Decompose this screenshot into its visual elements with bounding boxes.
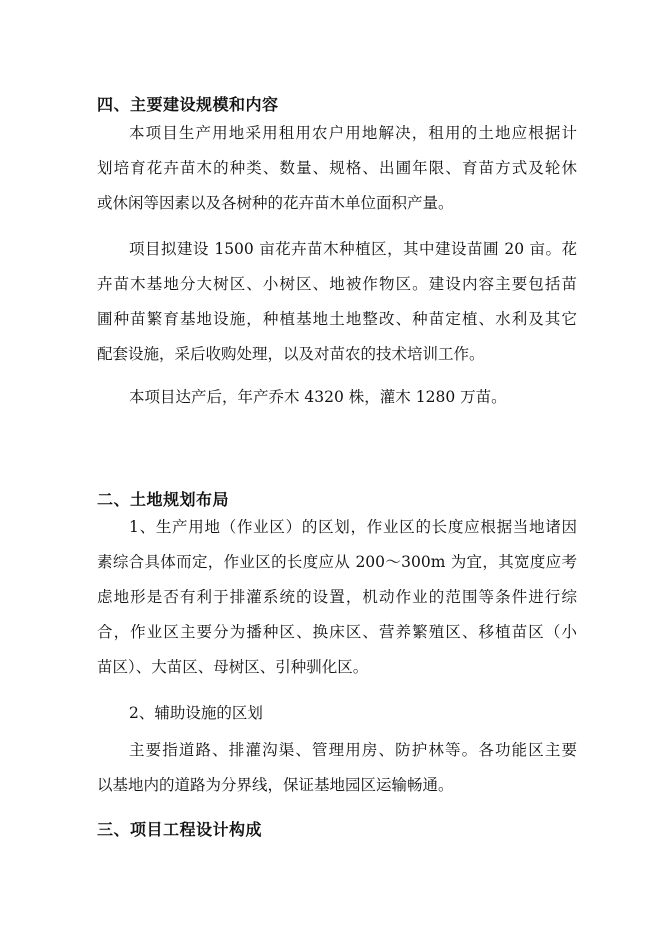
text-line: 划培育花卉苗木的种类、数量、规格、出圃年限、育苗方式及轮休: [97, 159, 577, 177]
heading-section-2: 二、土地规划布局: [97, 490, 230, 509]
text-line: 2、辅助设施的区划: [129, 704, 263, 722]
paragraph-auxiliary-facilities: [97, 733, 577, 803]
text-line: 苗区）、大苗区、母树区、引种驯化区。: [97, 658, 369, 676]
paragraph-planting-area: [97, 232, 577, 372]
text-line: 合，作业区主要分为播种区、换床区、营养繁殖区、移植苗区（小: [97, 623, 577, 641]
heading-section-4: 四、主要建设规模和内容: [97, 95, 279, 114]
text-line: 项目拟建设 1500 亩花卉苗木种植区，其中建设苗圃 20 亩。花: [129, 240, 577, 258]
text-line: 配套设施，采后收购处理，以及对苗农的技术培训工作。: [97, 345, 485, 363]
text-line: 或休闲等因素以及各树种的花卉苗木单位面积产量。: [97, 194, 454, 212]
text-line: 以基地内的道路为分界线，保证基地园区运输畅通。: [97, 776, 454, 794]
heading-section-3: 三、项目工程设计构成: [97, 820, 263, 839]
text-line: 1、生产用地（作业区）的区划，作业区的长度应根据当地诸因: [129, 518, 577, 536]
text-line: 主要指道路、排灌沟渠、管理用房、防护林等。各功能区主要: [129, 741, 577, 759]
paragraph-output: [97, 380, 577, 415]
text-line: 素综合具体而定，作业区的长度应从 200～300m 为宜，其宽度应考: [97, 553, 577, 571]
text-line: 本项目生产用地采用租用农户用地解决，租用的土地应根据计: [129, 124, 577, 142]
text-line: 圃种苗繁育基地设施，种植基地土地整改、种苗定植、水利及其它: [97, 310, 577, 328]
text-line: 卉苗木基地分大树区、小树区、地被作物区。建设内容主要包括苗: [97, 275, 577, 293]
paragraph-production-land: [97, 510, 577, 685]
text-line: 虑地形是否有利于排灌系统的设置，机动作业的范围等条件进行综: [97, 588, 577, 606]
paragraph-land-use: [97, 116, 577, 221]
text-line: 本项目达产后，年产乔木 4320 株，灌木 1280 万苗。: [129, 388, 507, 406]
paragraph-auxiliary-title: [97, 696, 577, 731]
